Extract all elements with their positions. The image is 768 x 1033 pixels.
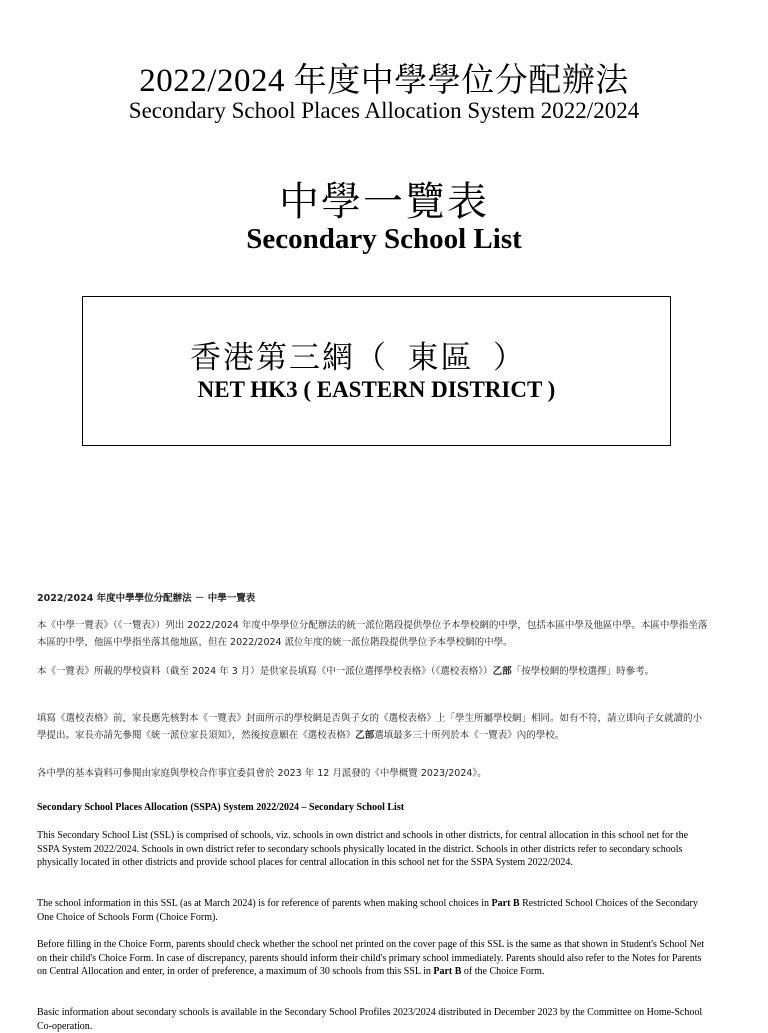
part-b-label: 乙部 xyxy=(355,730,375,741)
intro-heading-english: Secondary School Places Allocation (SSPA) System 2022/2024 – Secondary School List xyxy=(37,802,405,813)
text-run: Restricted School Choices of the Secondary One Choice of Schools Form (Choice Form). xyxy=(37,898,698,923)
part-b-label: Part B xyxy=(491,898,520,909)
intro-paragraph-english-4: Basic information about secondary schools is available in the Secondary School Profiles 2023/2024 distributed in December 2023 by the Committee on Home-School Co-operation. xyxy=(37,1007,703,1032)
intro-paragraph-english-2 xyxy=(37,897,710,924)
intro-heading-chinese: 2022/2024 年度中學學位分配辦法 － 中學一覽表 xyxy=(37,593,256,604)
title-chinese: 2022/2024 年度中學學位分配辦法 xyxy=(139,63,629,99)
text-run: Before filling in the Choice Form, parents should check whether the school net printed on the cover page of this SSL is the same as that shown in Student's School Net on their child's Choice Form. In case of discrepancy, parents should inform their child's primary school immediately. Parents should also refer to the Notes for Parents on Central Allocation and enter, in order of preference, a maximum of 30 schools from this SSL in xyxy=(37,939,705,977)
text-run: 填寫《選校表格》前，家長應先核對本《一覽表》封面所示的學校網是否與子女的《選校表格》上「學生所屬學校網」相同。如有不符，請立即向子女就讀的小學提出。家長亦請先參閱《統一派位家長須知》，然後按意願在《選校表格》 xyxy=(37,713,703,741)
text-run: of the Choice Form. xyxy=(461,966,545,977)
text-run: 本《一覽表》所載的學校資料（截至 2024 年 3 月）是供家長填寫《中一派位選擇學校表格》（《選校表格》） xyxy=(37,666,493,677)
intro-paragraph-english-3 xyxy=(37,938,710,979)
list-title-chinese: 中學一覽表 xyxy=(279,179,489,224)
intro-paragraph-chinese-2 xyxy=(37,663,710,680)
school-net-chinese: 香港第三網（ 東區 ） xyxy=(190,340,526,375)
title-english: Secondary School Places Allocation System 2022/2024 xyxy=(128,98,640,123)
list-title-english: Secondary School List xyxy=(246,223,522,255)
intro-paragraph-chinese-4: 各中學的基本資料可參閱由家庭與學校合作事宜委員會於 2023 年 12 月派發的《中學概覽 2023/2024》。 xyxy=(37,768,487,779)
part-b-label: Part B xyxy=(433,966,462,977)
intro-paragraph-english-1: This Secondary School List (SSL) is comprised of schools, viz. schools in own district and schools in other districts, for central allocation in this school net for the SSPA System 2022/2024. Schools in own district refer to secondary schools physically located in the district. Schools in other districts refer to secondary schools physically located in other districts and provide school places for central allocation in this school net for the SSPA System 2022/2024. xyxy=(37,830,689,868)
intro-paragraph-chinese-1: 本《中學一覽表》（《一覽表》）列出 2022/2024 年度中學學位分配辦法的統一派位階段提供學位予本學校網的中學，包括本區中學及他區中學。本區中學指坐落本區的中學，他區中學指坐落其他地區，但在 2022/2024 派位年度的統一派位階段提供學位予本學校網的中學。 xyxy=(37,620,708,648)
text-run: 選填最多三十所列於本《一覽表》內的學校。 xyxy=(374,730,565,741)
text-run: 「按學校網的學校選擇」時參考。 xyxy=(511,666,655,677)
text-run: The school information in this SSL (as at March 2024) is for reference of parents when making school choices in xyxy=(37,898,492,909)
intro-paragraph-chinese-3 xyxy=(37,710,710,744)
school-net-english: NET HK3 ( EASTERN DISTRICT ) xyxy=(197,377,556,402)
part-b-label: 乙部 xyxy=(492,666,512,677)
